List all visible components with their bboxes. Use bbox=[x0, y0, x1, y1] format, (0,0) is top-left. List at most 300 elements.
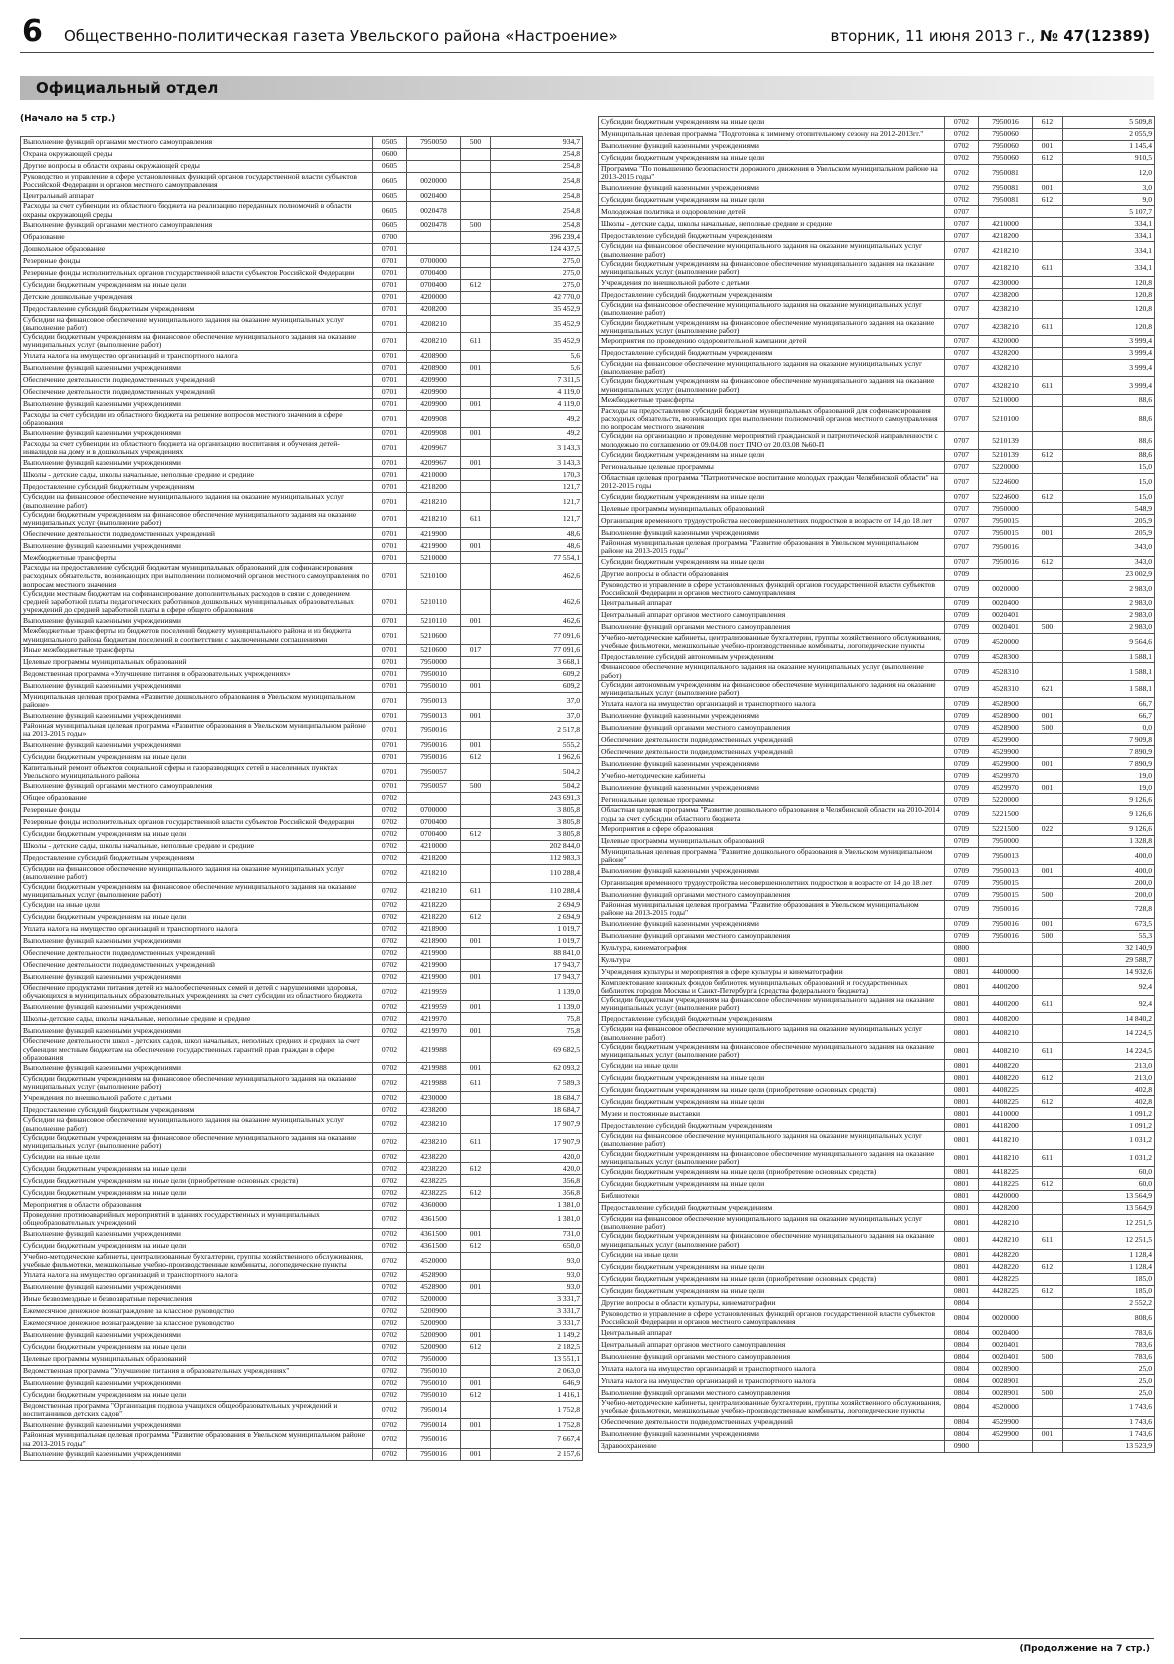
target-article-cell: 4428220 bbox=[979, 1249, 1033, 1261]
target-article-cell bbox=[979, 1440, 1033, 1452]
target-article-cell: 7950016 bbox=[979, 539, 1033, 556]
item-name-cell: Обеспечение деятельности подведомственных учреждений bbox=[21, 386, 373, 398]
item-name-cell: Предоставление субсидий бюджетным учреждениям bbox=[599, 1202, 945, 1214]
expense-type-cell: 500 bbox=[1033, 722, 1063, 734]
item-name-cell: Целевые программы муниципальных образований bbox=[21, 1353, 373, 1365]
item-name-cell: Мероприятия в области образования bbox=[21, 1199, 373, 1211]
expense-type-cell bbox=[1033, 568, 1063, 580]
expense-type-cell: 612 bbox=[1033, 1178, 1063, 1190]
expense-type-cell bbox=[461, 410, 491, 427]
expense-type-cell: 001 bbox=[461, 1281, 491, 1293]
section-code-cell: 0702 bbox=[373, 1133, 407, 1150]
item-name-cell: Субсидии бюджетным учреждениям на иные цели bbox=[599, 1285, 945, 1297]
table-row bbox=[21, 1175, 583, 1187]
expense-type-cell bbox=[1033, 580, 1063, 597]
target-article-cell: 4328210 bbox=[979, 360, 1033, 377]
section-code-cell: 0801 bbox=[945, 1108, 979, 1120]
expense-type-cell: 611 bbox=[461, 333, 491, 350]
target-article-cell: 7950010 bbox=[407, 680, 461, 692]
expense-type-cell bbox=[461, 947, 491, 959]
item-name-cell: Расходы на предоставление субсидий бюджетам муниципальных образований для софинансирования расходных обязательств, возникающих при выполнении полномочий органов местного самоуправления по вопросам местного значения bbox=[599, 406, 945, 432]
target-article-cell: 0700400 bbox=[407, 829, 461, 841]
expense-type-cell: 611 bbox=[1033, 1232, 1063, 1249]
section-code-cell: 0709 bbox=[945, 770, 979, 782]
section-code-cell: 0707 bbox=[945, 277, 979, 289]
target-article-cell: 4218210 bbox=[979, 259, 1033, 276]
amount-cell: 35 452,9 bbox=[491, 315, 583, 332]
expense-type-cell: 612 bbox=[461, 1240, 491, 1252]
footer-divider bbox=[20, 1638, 1154, 1639]
target-article-cell: 4209900 bbox=[407, 374, 461, 386]
item-name-cell: Центральный аппарат органов местного самоуправления bbox=[599, 610, 945, 622]
section-code-cell: 0801 bbox=[945, 1214, 979, 1231]
table-row bbox=[599, 889, 1155, 901]
expense-type-cell: 611 bbox=[1033, 1042, 1063, 1059]
target-article-cell: 0700400 bbox=[407, 279, 461, 291]
target-article-cell: 7950016 bbox=[979, 918, 1033, 930]
item-name-cell: Учебно-методические кабинеты, централизованные бухгалтерии, группы хозяйственного обслуживания, учебные фильмотеки, межшкольные учебно-производственные комбинаты, логопедические пункты bbox=[599, 1399, 945, 1416]
section-code-cell: 0709 bbox=[945, 698, 979, 710]
amount-cell: 49,2 bbox=[491, 428, 583, 440]
expense-type-cell bbox=[1033, 746, 1063, 758]
expense-type-cell bbox=[1033, 1166, 1063, 1178]
expense-type-cell: 001 bbox=[1033, 1428, 1063, 1440]
table-row bbox=[21, 255, 583, 267]
table-row bbox=[599, 1285, 1155, 1297]
table-row bbox=[21, 386, 583, 398]
amount-cell: 400,0 bbox=[1063, 865, 1155, 877]
target-article-cell: 4529900 bbox=[979, 734, 1033, 746]
amount-cell: 334,1 bbox=[1063, 259, 1155, 276]
table-row bbox=[21, 219, 583, 231]
target-article-cell: 4528900 bbox=[979, 698, 1033, 710]
target-article-cell: 0020000 bbox=[979, 580, 1033, 597]
amount-cell: 14 224,5 bbox=[1063, 1025, 1155, 1042]
target-article-cell: 4408225 bbox=[979, 1084, 1033, 1096]
section-code-cell: 0702 bbox=[373, 1448, 407, 1460]
table-row bbox=[599, 318, 1155, 335]
amount-cell: 17 907,9 bbox=[491, 1116, 583, 1133]
expense-type-cell bbox=[461, 1269, 491, 1281]
amount-cell: 88,6 bbox=[1063, 394, 1155, 406]
section-code-cell: 0701 bbox=[373, 627, 407, 644]
amount-cell: 88,6 bbox=[1063, 406, 1155, 432]
section-code-cell: 0801 bbox=[945, 1072, 979, 1084]
target-article-cell: 7950015 bbox=[979, 515, 1033, 527]
amount-cell: 910,5 bbox=[1063, 153, 1155, 165]
section-code-cell: 0605 bbox=[373, 173, 407, 190]
table-row bbox=[599, 432, 1155, 449]
item-name-cell: Субсидии бюджетным учреждениям на иные цели bbox=[599, 153, 945, 165]
amount-cell: 17 907,9 bbox=[491, 1133, 583, 1150]
expense-type-cell: 017 bbox=[461, 644, 491, 656]
amount-cell: 2 983,0 bbox=[1063, 580, 1155, 597]
target-article-cell: 7950013 bbox=[407, 692, 461, 709]
target-article-cell: 4208900 bbox=[407, 350, 461, 362]
target-article-cell: 7950016 bbox=[407, 1431, 461, 1448]
amount-cell: 1 128,4 bbox=[1063, 1261, 1155, 1273]
section-code-cell: 0804 bbox=[945, 1399, 979, 1416]
amount-cell: 23 002,9 bbox=[1063, 568, 1155, 580]
item-name-cell: Субсидии на финансовое обеспечение муниципального задания на оказание муниципальных услуг (выполнение работ) bbox=[599, 360, 945, 377]
item-name-cell: Предоставление субсидий бюджетным учреждениям bbox=[599, 348, 945, 360]
amount-cell: 9,0 bbox=[1063, 194, 1155, 206]
expense-type-cell: 001 bbox=[1033, 758, 1063, 770]
section-code-cell: 0702 bbox=[373, 959, 407, 971]
item-name-cell: Предоставление субсидий бюджетным учреждениям bbox=[599, 1120, 945, 1132]
amount-cell: 12,0 bbox=[1063, 165, 1155, 182]
amount-cell: 18 684,7 bbox=[491, 1104, 583, 1116]
table-row bbox=[599, 1309, 1155, 1326]
expense-type-cell: 001 bbox=[461, 1001, 491, 1013]
section-code-cell: 0701 bbox=[373, 510, 407, 527]
amount-cell: 728,8 bbox=[1063, 901, 1155, 918]
target-article-cell: 4208900 bbox=[407, 362, 461, 374]
amount-cell: 4 119,0 bbox=[491, 398, 583, 410]
amount-cell: 934,7 bbox=[491, 137, 583, 149]
item-name-cell: Центральный аппарат bbox=[599, 598, 945, 610]
expense-type-cell: 001 bbox=[461, 540, 491, 552]
item-name-cell: Выполнение функций казенными учреждениями bbox=[21, 1228, 373, 1240]
section-code-cell: 0701 bbox=[373, 350, 407, 362]
table-row bbox=[599, 598, 1155, 610]
section-code-cell: 0707 bbox=[945, 377, 979, 394]
section-code-cell: 0707 bbox=[945, 527, 979, 539]
amount-cell: 462,6 bbox=[491, 589, 583, 615]
section-code-cell: 0707 bbox=[945, 259, 979, 276]
section-code-cell: 0702 bbox=[373, 983, 407, 1000]
amount-cell: 1 743,6 bbox=[1063, 1428, 1155, 1440]
expense-type-cell bbox=[461, 243, 491, 255]
expense-type-cell bbox=[1033, 954, 1063, 966]
table-row bbox=[599, 877, 1155, 889]
table-row bbox=[599, 1025, 1155, 1042]
expense-type-cell bbox=[1033, 1013, 1063, 1025]
section-code-cell: 0701 bbox=[373, 315, 407, 332]
table-row bbox=[599, 473, 1155, 490]
expense-type-cell bbox=[461, 589, 491, 615]
item-name-cell: Субсидии на финансовое обеспечение муниципального задания на оказание муниципальных услуг (выполнение работ) bbox=[599, 301, 945, 318]
section-code-cell: 0804 bbox=[945, 1327, 979, 1339]
expense-type-cell: 001 bbox=[461, 457, 491, 469]
expense-type-cell: 500 bbox=[461, 781, 491, 793]
item-name-cell: Предоставление субсидий бюджетным учреждениям bbox=[21, 1104, 373, 1116]
expense-type-cell: 612 bbox=[1033, 449, 1063, 461]
section-code-cell: 0702 bbox=[373, 1252, 407, 1269]
table-row bbox=[21, 722, 583, 739]
item-name-cell: Субсидии бюджетным учреждениям на финансовое обеспечение муниципального задания на оказание муниципальных услуг (выполнение работ) bbox=[21, 1133, 373, 1150]
amount-cell: 1 139,0 bbox=[491, 983, 583, 1000]
item-name-cell: Руководство и управление в сфере установленных функций органов государственной власти субъектов Российской Федерации и органов местного самоуправления bbox=[599, 1309, 945, 1326]
target-article-cell: 4320000 bbox=[979, 336, 1033, 348]
expense-type-cell: 001 bbox=[1033, 710, 1063, 722]
target-article-cell: 4218200 bbox=[407, 853, 461, 865]
section-code-cell: 0701 bbox=[373, 552, 407, 564]
amount-cell: 254,8 bbox=[491, 202, 583, 219]
amount-cell: 1 328,8 bbox=[1063, 835, 1155, 847]
section-code-cell: 0709 bbox=[945, 568, 979, 580]
amount-cell: 110 288,4 bbox=[491, 882, 583, 899]
amount-cell: 120,8 bbox=[1063, 277, 1155, 289]
target-article-cell: 4219988 bbox=[407, 1037, 461, 1063]
expense-type-cell bbox=[1033, 1084, 1063, 1096]
table-row bbox=[599, 1202, 1155, 1214]
item-name-cell: Резервные фонды исполнительных органов государственной власти субъектов Российской Федерации bbox=[21, 267, 373, 279]
item-name-cell: Выполнение функций казенными учреждениями bbox=[21, 1329, 373, 1341]
expense-type-cell bbox=[461, 853, 491, 865]
target-article-cell: 5210600 bbox=[407, 644, 461, 656]
section-code-cell: 0801 bbox=[945, 1120, 979, 1132]
item-name-cell: Предоставление субсидий бюджетным учреждениям bbox=[599, 1013, 945, 1025]
target-article-cell: 4219900 bbox=[407, 971, 461, 983]
expense-type-cell: 612 bbox=[1033, 1096, 1063, 1108]
amount-cell: 1 091,2 bbox=[1063, 1108, 1155, 1120]
item-name-cell: Районная муниципальная целевая программа "Развитие образования в Увельском муниципальном районе на 2013-2015 годы" bbox=[599, 539, 945, 556]
amount-cell: 185,0 bbox=[1063, 1285, 1155, 1297]
section-code-cell: 0702 bbox=[373, 865, 407, 882]
table-row bbox=[21, 644, 583, 656]
section-code-cell: 0702 bbox=[373, 1317, 407, 1329]
expense-type-cell bbox=[461, 793, 491, 805]
item-name-cell: Целевые программы муниципальных образований bbox=[21, 656, 373, 668]
expense-type-cell bbox=[1033, 277, 1063, 289]
table-row bbox=[599, 634, 1155, 651]
item-name-cell: Выполнение функций органами местного самоуправления bbox=[599, 930, 945, 942]
amount-cell: 75,8 bbox=[491, 1013, 583, 1025]
item-name-cell: Резервные фонды bbox=[21, 255, 373, 267]
expense-type-cell bbox=[1033, 806, 1063, 823]
target-article-cell: 4428210 bbox=[979, 1232, 1033, 1249]
amount-cell: 1 019,7 bbox=[491, 923, 583, 935]
table-row bbox=[21, 680, 583, 692]
table-row bbox=[599, 663, 1155, 680]
amount-cell: 17 943,7 bbox=[491, 959, 583, 971]
item-name-cell: Выполнение функций органами местного самоуправления bbox=[21, 781, 373, 793]
section-code-cell: 0801 bbox=[945, 978, 979, 995]
item-name-cell: Культура, кинематография bbox=[599, 942, 945, 954]
table-row bbox=[21, 829, 583, 841]
target-article-cell: 4238225 bbox=[407, 1187, 461, 1199]
table-row bbox=[21, 971, 583, 983]
target-article-cell: 4400000 bbox=[979, 966, 1033, 978]
target-article-cell: 4529970 bbox=[979, 770, 1033, 782]
expense-type-cell: 001 bbox=[1033, 865, 1063, 877]
section-code-cell: 0702 bbox=[373, 841, 407, 853]
expense-type-cell bbox=[461, 1037, 491, 1063]
table-row bbox=[21, 1252, 583, 1269]
target-article-cell: 7950016 bbox=[407, 722, 461, 739]
expense-type-cell bbox=[461, 983, 491, 1000]
amount-cell: 120,8 bbox=[1063, 318, 1155, 335]
expense-type-cell bbox=[1033, 978, 1063, 995]
table-row bbox=[21, 303, 583, 315]
item-name-cell: Субсидии бюджетным учреждениям на иные цели bbox=[599, 194, 945, 206]
expense-type-cell bbox=[1033, 1190, 1063, 1202]
section-code-cell: 0707 bbox=[945, 230, 979, 242]
table-row bbox=[21, 1377, 583, 1389]
table-row bbox=[599, 823, 1155, 835]
section-code-cell: 0707 bbox=[945, 206, 979, 218]
amount-cell: 731,0 bbox=[491, 1228, 583, 1240]
table-row bbox=[599, 1387, 1155, 1399]
table-row bbox=[21, 947, 583, 959]
amount-cell: 25,0 bbox=[1063, 1375, 1155, 1387]
amount-cell: 200,0 bbox=[1063, 889, 1155, 901]
item-name-cell: Субсидии на иные цели bbox=[599, 1249, 945, 1261]
table-row bbox=[21, 202, 583, 219]
table-row bbox=[599, 698, 1155, 710]
expense-type-cell bbox=[461, 1199, 491, 1211]
target-article-cell: 4218220 bbox=[407, 899, 461, 911]
section-code-cell: 0702 bbox=[373, 899, 407, 911]
item-name-cell: Выполнение функций казенными учреждениями bbox=[599, 710, 945, 722]
section-code-cell: 0702 bbox=[373, 793, 407, 805]
section-code-cell: 0801 bbox=[945, 1060, 979, 1072]
amount-cell: 254,8 bbox=[491, 190, 583, 202]
table-row bbox=[21, 1341, 583, 1353]
amount-cell: 92,4 bbox=[1063, 978, 1155, 995]
table-row bbox=[21, 627, 583, 644]
target-article-cell: 4238210 bbox=[979, 318, 1033, 335]
expense-type-cell bbox=[1033, 242, 1063, 259]
target-article-cell: 4361500 bbox=[407, 1211, 461, 1228]
item-name-cell: Выполнение функций казенными учреждениями bbox=[21, 1062, 373, 1074]
table-row bbox=[599, 394, 1155, 406]
table-row bbox=[21, 315, 583, 332]
section-code-cell: 0709 bbox=[945, 877, 979, 889]
target-article-cell: 4528300 bbox=[979, 651, 1033, 663]
item-name-cell: Выполнение функций органами местного самоуправления bbox=[599, 1387, 945, 1399]
section-code-cell: 0701 bbox=[373, 589, 407, 615]
item-name-cell: Муниципальная целевая программа "Развитие дошкольного образования в Увельском муниципальном районе" bbox=[599, 847, 945, 864]
item-name-cell: Выполнение функций органами местного самоуправления bbox=[599, 722, 945, 734]
section-code-cell: 0702 bbox=[373, 1116, 407, 1133]
amount-cell: 29 588,7 bbox=[1063, 954, 1155, 966]
target-article-cell: 4209908 bbox=[407, 428, 461, 440]
target-article-cell: 7950060 bbox=[979, 129, 1033, 141]
expense-type-cell bbox=[461, 374, 491, 386]
amount-cell: 3 331,7 bbox=[491, 1293, 583, 1305]
item-name-cell: Субсидии бюджетным учреждениям на иные цели bbox=[21, 829, 373, 841]
amount-cell: 2 517,8 bbox=[491, 722, 583, 739]
amount-cell: 12 251,5 bbox=[1063, 1232, 1155, 1249]
amount-cell: 92,4 bbox=[1063, 995, 1155, 1012]
section-code-cell: 0702 bbox=[945, 182, 979, 194]
table-row bbox=[599, 1072, 1155, 1084]
item-name-cell: Расходы за счет субвенции из областного бюджета на организацию воспитания и обучения детей-инвалидов на дому и в дошкольных учреждениях bbox=[21, 440, 373, 457]
section-code-cell: 0801 bbox=[945, 1042, 979, 1059]
expense-type-cell bbox=[461, 528, 491, 540]
item-name-cell: Выполнение функций казенными учреждениями bbox=[599, 758, 945, 770]
table-row bbox=[21, 1317, 583, 1329]
expense-type-cell: 001 bbox=[1033, 918, 1063, 930]
item-name-cell: Обеспечение продуктами питания детей из малообеспеченных семей и детей с нарушениями здоровья, обучающихся в муниципальных образовательных учреждениях за счет субсидии из областного бюджета bbox=[21, 983, 373, 1000]
item-name-cell: Уплата налога на имущество организаций и транспортного налога bbox=[21, 1269, 373, 1281]
table-row bbox=[21, 1116, 583, 1133]
item-name-cell: Субсидии бюджетным учреждениям на иные цели bbox=[599, 1072, 945, 1084]
table-row bbox=[599, 1249, 1155, 1261]
amount-cell: 334,1 bbox=[1063, 218, 1155, 230]
item-name-cell: Выполнение функций органами местного самоуправления bbox=[599, 1351, 945, 1363]
item-name-cell: Библиотеки bbox=[599, 1190, 945, 1202]
target-article-cell: 7950000 bbox=[979, 835, 1033, 847]
section-code-cell: 0804 bbox=[945, 1363, 979, 1375]
item-name-cell: Молодежная политика и оздоровление детей bbox=[599, 206, 945, 218]
table-row bbox=[21, 853, 583, 865]
section-code-cell: 0701 bbox=[373, 303, 407, 315]
expense-type-cell bbox=[461, 692, 491, 709]
table-row bbox=[599, 1108, 1155, 1120]
table-row bbox=[599, 230, 1155, 242]
section-code-cell: 0702 bbox=[373, 971, 407, 983]
item-name-cell: Предоставление субсидий бюджетным учреждениям bbox=[599, 289, 945, 301]
target-article-cell: 7950015 bbox=[979, 877, 1033, 889]
item-name-cell: Субсидии бюджетным учреждениям на иные цели bbox=[21, 1187, 373, 1199]
expense-type-cell: 001 bbox=[461, 1419, 491, 1431]
table-row bbox=[21, 279, 583, 291]
target-article-cell bbox=[407, 161, 461, 173]
item-name-cell: Школы - детские сады, школы начальные, неполные средние и средние bbox=[599, 218, 945, 230]
amount-cell: 13 564,9 bbox=[1063, 1202, 1155, 1214]
table-row bbox=[599, 610, 1155, 622]
section-code-cell: 0702 bbox=[373, 1211, 407, 1228]
amount-cell: 93,0 bbox=[491, 1269, 583, 1281]
section-code-cell: 0702 bbox=[373, 1025, 407, 1037]
target-article-cell: 4218210 bbox=[407, 865, 461, 882]
section-code-cell: 0701 bbox=[373, 469, 407, 481]
item-name-cell: Обеспечение деятельности подведомственных учреждений bbox=[599, 734, 945, 746]
expense-type-cell bbox=[461, 173, 491, 190]
item-name-cell: Школы-детские сады, школы начальные, неполные средние и средние bbox=[21, 1013, 373, 1025]
amount-cell: 356,8 bbox=[491, 1187, 583, 1199]
item-name-cell: Обеспечение деятельности подведомственных учреждений bbox=[599, 746, 945, 758]
item-name-cell: Центральный аппарат органов местного самоуправления bbox=[599, 1339, 945, 1351]
amount-cell: 2 983,0 bbox=[1063, 598, 1155, 610]
table-row bbox=[599, 1190, 1155, 1202]
item-name-cell: Выполнение функций органами местного самоуправления bbox=[21, 137, 373, 149]
amount-cell: 402,8 bbox=[1063, 1096, 1155, 1108]
section-code-cell: 0709 bbox=[945, 823, 979, 835]
amount-cell: 14 932,6 bbox=[1063, 966, 1155, 978]
item-name-cell: Ведомственная программа "Улучшение питания в образовательных учреждениях" bbox=[21, 1365, 373, 1377]
section-code-cell: 0702 bbox=[373, 1269, 407, 1281]
section-code-cell: 0702 bbox=[373, 1175, 407, 1187]
amount-cell: 9 126,6 bbox=[1063, 806, 1155, 823]
table-row bbox=[599, 1132, 1155, 1149]
section-code-cell: 0709 bbox=[945, 622, 979, 634]
item-name-cell: Обеспечение деятельности подведомственных учреждений bbox=[599, 1416, 945, 1428]
section-code-cell: 0702 bbox=[373, 1104, 407, 1116]
expense-type-cell bbox=[461, 1151, 491, 1163]
item-name-cell: Субсидии бюджетным учреждениям на финансовое обеспечение муниципального задания на оказание муниципальных услуг (выполнение работ) bbox=[599, 1149, 945, 1166]
expense-type-cell: 612 bbox=[461, 751, 491, 763]
section-code-cell: 0707 bbox=[945, 406, 979, 432]
expense-type-cell bbox=[461, 469, 491, 481]
target-article-cell: 4528900 bbox=[979, 722, 1033, 734]
expense-type-cell: 612 bbox=[1033, 194, 1063, 206]
item-name-cell: Школы - детские сады, школы начальные, неполные средние и средние bbox=[21, 841, 373, 853]
target-article-cell: 0700000 bbox=[407, 805, 461, 817]
item-name-cell: Выполнение функций казенными учреждениями bbox=[599, 782, 945, 794]
table-row bbox=[21, 1401, 583, 1418]
table-row bbox=[21, 1240, 583, 1252]
item-name-cell: Выполнение функций казенными учреждениями bbox=[21, 680, 373, 692]
target-article-cell: 5200900 bbox=[407, 1341, 461, 1353]
table-row bbox=[599, 461, 1155, 473]
table-row bbox=[599, 1339, 1155, 1351]
target-article-cell: 4209967 bbox=[407, 457, 461, 469]
table-row bbox=[21, 1269, 583, 1281]
